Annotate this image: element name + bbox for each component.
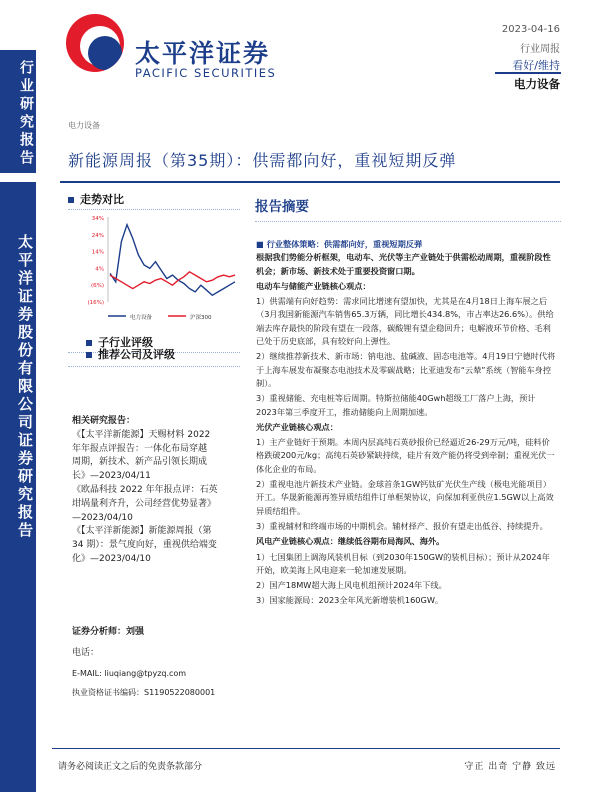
footer-motto: 守正 出奇 宁静 致远 [464, 762, 556, 772]
related-reports [72, 415, 242, 567]
divider [68, 209, 240, 210]
report-type: 行业周报 [520, 44, 560, 55]
doc-category: 电力设备 [68, 121, 100, 130]
square-bullet-icon [68, 197, 74, 203]
rating-badge: 看好/维持 [512, 59, 560, 72]
page-title: 新能源周报（第35期）：供需都向好，重视短期反弹 [68, 151, 457, 170]
chart-y-ticks [87, 216, 104, 306]
square-bullet-icon [86, 352, 92, 358]
related-report-line: 年年报点评报告：一体化布局穿越 [72, 443, 208, 454]
trend-chart [70, 212, 240, 322]
y-tick-label: 14% [91, 249, 104, 256]
brand-logo-icon [66, 14, 124, 72]
brand-name-en: PACIFIC SECURITIES [135, 66, 277, 80]
divider [68, 366, 240, 367]
trend-heading: 走势对比 [68, 191, 124, 207]
legend-label-power: 电力设备 [130, 315, 153, 321]
sidebar-main-text: 太平洋证券股份有限公司证券研究报告 [16, 234, 34, 540]
intro-para: 根据我们势能分析框架，电动车、光伏等主产业链处于供需松动周期，重视阶段性机会；新市场、新技术处于重要投资窗口期。 [256, 252, 551, 276]
analyst-heading: 证券分析师：刘强 [72, 627, 145, 637]
related-report-line: 《【太平洋新能源】新能源周报（第 [72, 526, 212, 537]
legend-label-csi300: 沪深300 [190, 315, 212, 321]
related-report-line: 《【太平洋新能源】天赐材料 2022 [72, 429, 211, 440]
ev-heading: 电动车与储能产业链核心观点： [256, 280, 371, 291]
related-report-line: 长》—2023/04/11 [72, 471, 151, 482]
sidebar-top [0, 50, 36, 173]
wind-heading: 风电产业链核心观点：继续低谷期布局海风、海外。 [256, 536, 445, 547]
ev-para-2: 2）继续推荐新技术、新市场：钠电池、盐碱液、固态电池等。4月19日宁德时代将于上海车展发布凝聚态电池技术及零碳战略；比亚迪发布“云辇”系统（智能车身控制）。 [256, 351, 556, 388]
related-report-line: 周期，新技术、新产品引领长期成 [72, 457, 208, 468]
pv-para-2: 2）重视电池片新技术产业链。金球首条1GW钙钛矿光伏生产线（极电光能项目）开工。华晟新能源再签异质结组件订单框架协议，向保加利亚供应1.5GW以上高效异质结组件。 [256, 479, 554, 516]
sidebar-top-text: 行业研究报告 [18, 60, 34, 168]
title-rule [60, 181, 560, 183]
company-heading: 推荐公司及评级 [86, 346, 175, 362]
ev-para-3: 3）重视储能、充电桩等后周期。特斯拉储能40Gwh超级工厂落户上海，预计2023年第三季度开工，推动储能向上周期加速。 [256, 393, 536, 417]
y-tick-label: (16%) [87, 300, 104, 306]
sidebar-main [0, 182, 36, 792]
square-bullet-icon: ■ [256, 239, 267, 249]
y-tick-label: (6%) [90, 283, 104, 290]
y-tick-label: 4% [95, 266, 104, 273]
analyst-phone: 电话： [72, 647, 100, 658]
y-tick-label: 34% [91, 216, 104, 222]
footer-rule [52, 748, 560, 749]
pv-heading: 光伏产业链核心观点： [256, 421, 338, 432]
related-list [72, 429, 242, 567]
related-heading: 相关研究报告： [72, 416, 136, 426]
wind-para-3: 3）国家能源局：2023全年风光新增装机160GW。 [256, 595, 444, 606]
analyst-block [72, 626, 247, 700]
wind-para-2: 2）国产18MW超大海上风电机组预计2024年下线。 [256, 580, 447, 591]
summary-heading: 报告摘要 [255, 199, 309, 215]
sector-label: 电力设备 [514, 77, 560, 91]
related-report-line: 化》—2023/04/10 [72, 553, 151, 564]
report-date: 2023-04-16 [501, 24, 560, 35]
summary-body [256, 238, 556, 608]
footer-disclaimer: 请务必阅读正文之后的免责条款部分 [58, 762, 203, 772]
divider [255, 221, 561, 222]
analyst-email: E-MAIL: liuqiang@tpyzq.com [72, 668, 187, 678]
wind-para-1: 1）七国集团上调海风装机目标（到2030年150GW的装机目标）；预计从2024年开始，欧美海上风电迎来一轮加速发展期。 [256, 551, 550, 575]
pv-para-3: 3）重视辅材和终端市场的中期机会。辅材择产、报价有望走出低谷、持续提升。 [256, 520, 548, 531]
pv-para-1: 1）主产业链好于预期。本周内层高纯石英砂报价已经逼近26-29万元/吨，硅料价格跌破200元/kg；高纯石英砂紧缺持续，硅片有效产能仍将受到牵制；重视光伏一体化企业的布局。 [256, 437, 555, 474]
sub-rating-heading: 子行业评级 [86, 334, 153, 350]
header-rule [495, 72, 561, 74]
strategy-line: ■ 行业整体策略：供需都向好，重视短期反弹 [256, 239, 423, 249]
ev-para-1: 1）供需端有向好趋势：需求同比增速有望加快，尤其是在4月18日上海车展之后（3月我国新能源汽车销售65.3万辆，同比增长434.8%，市占率达26.6%）。供给端去库存最快的阶段有望在一段落，碳酸锂有望企稳回升；电解液环节价格、毛利已处于历史底部，具有较好向上弹性。 [256, 296, 554, 347]
analyst-cert: 执业资格证书编码：S1190522080001 [72, 688, 216, 698]
related-report-line: 34 期）：景气度向好，重视供给端变 [72, 540, 217, 551]
brand-name-cn: 太平洋证券 [135, 39, 271, 68]
related-report-line: 《欧晶科技 2022 年年报点评：石英 [72, 484, 218, 495]
y-tick-label: 24% [91, 232, 104, 239]
related-report-line: —2023/04/10 [72, 512, 133, 523]
related-report-line: 坩埚量利齐升，公司经营优势显著》 [72, 498, 217, 509]
